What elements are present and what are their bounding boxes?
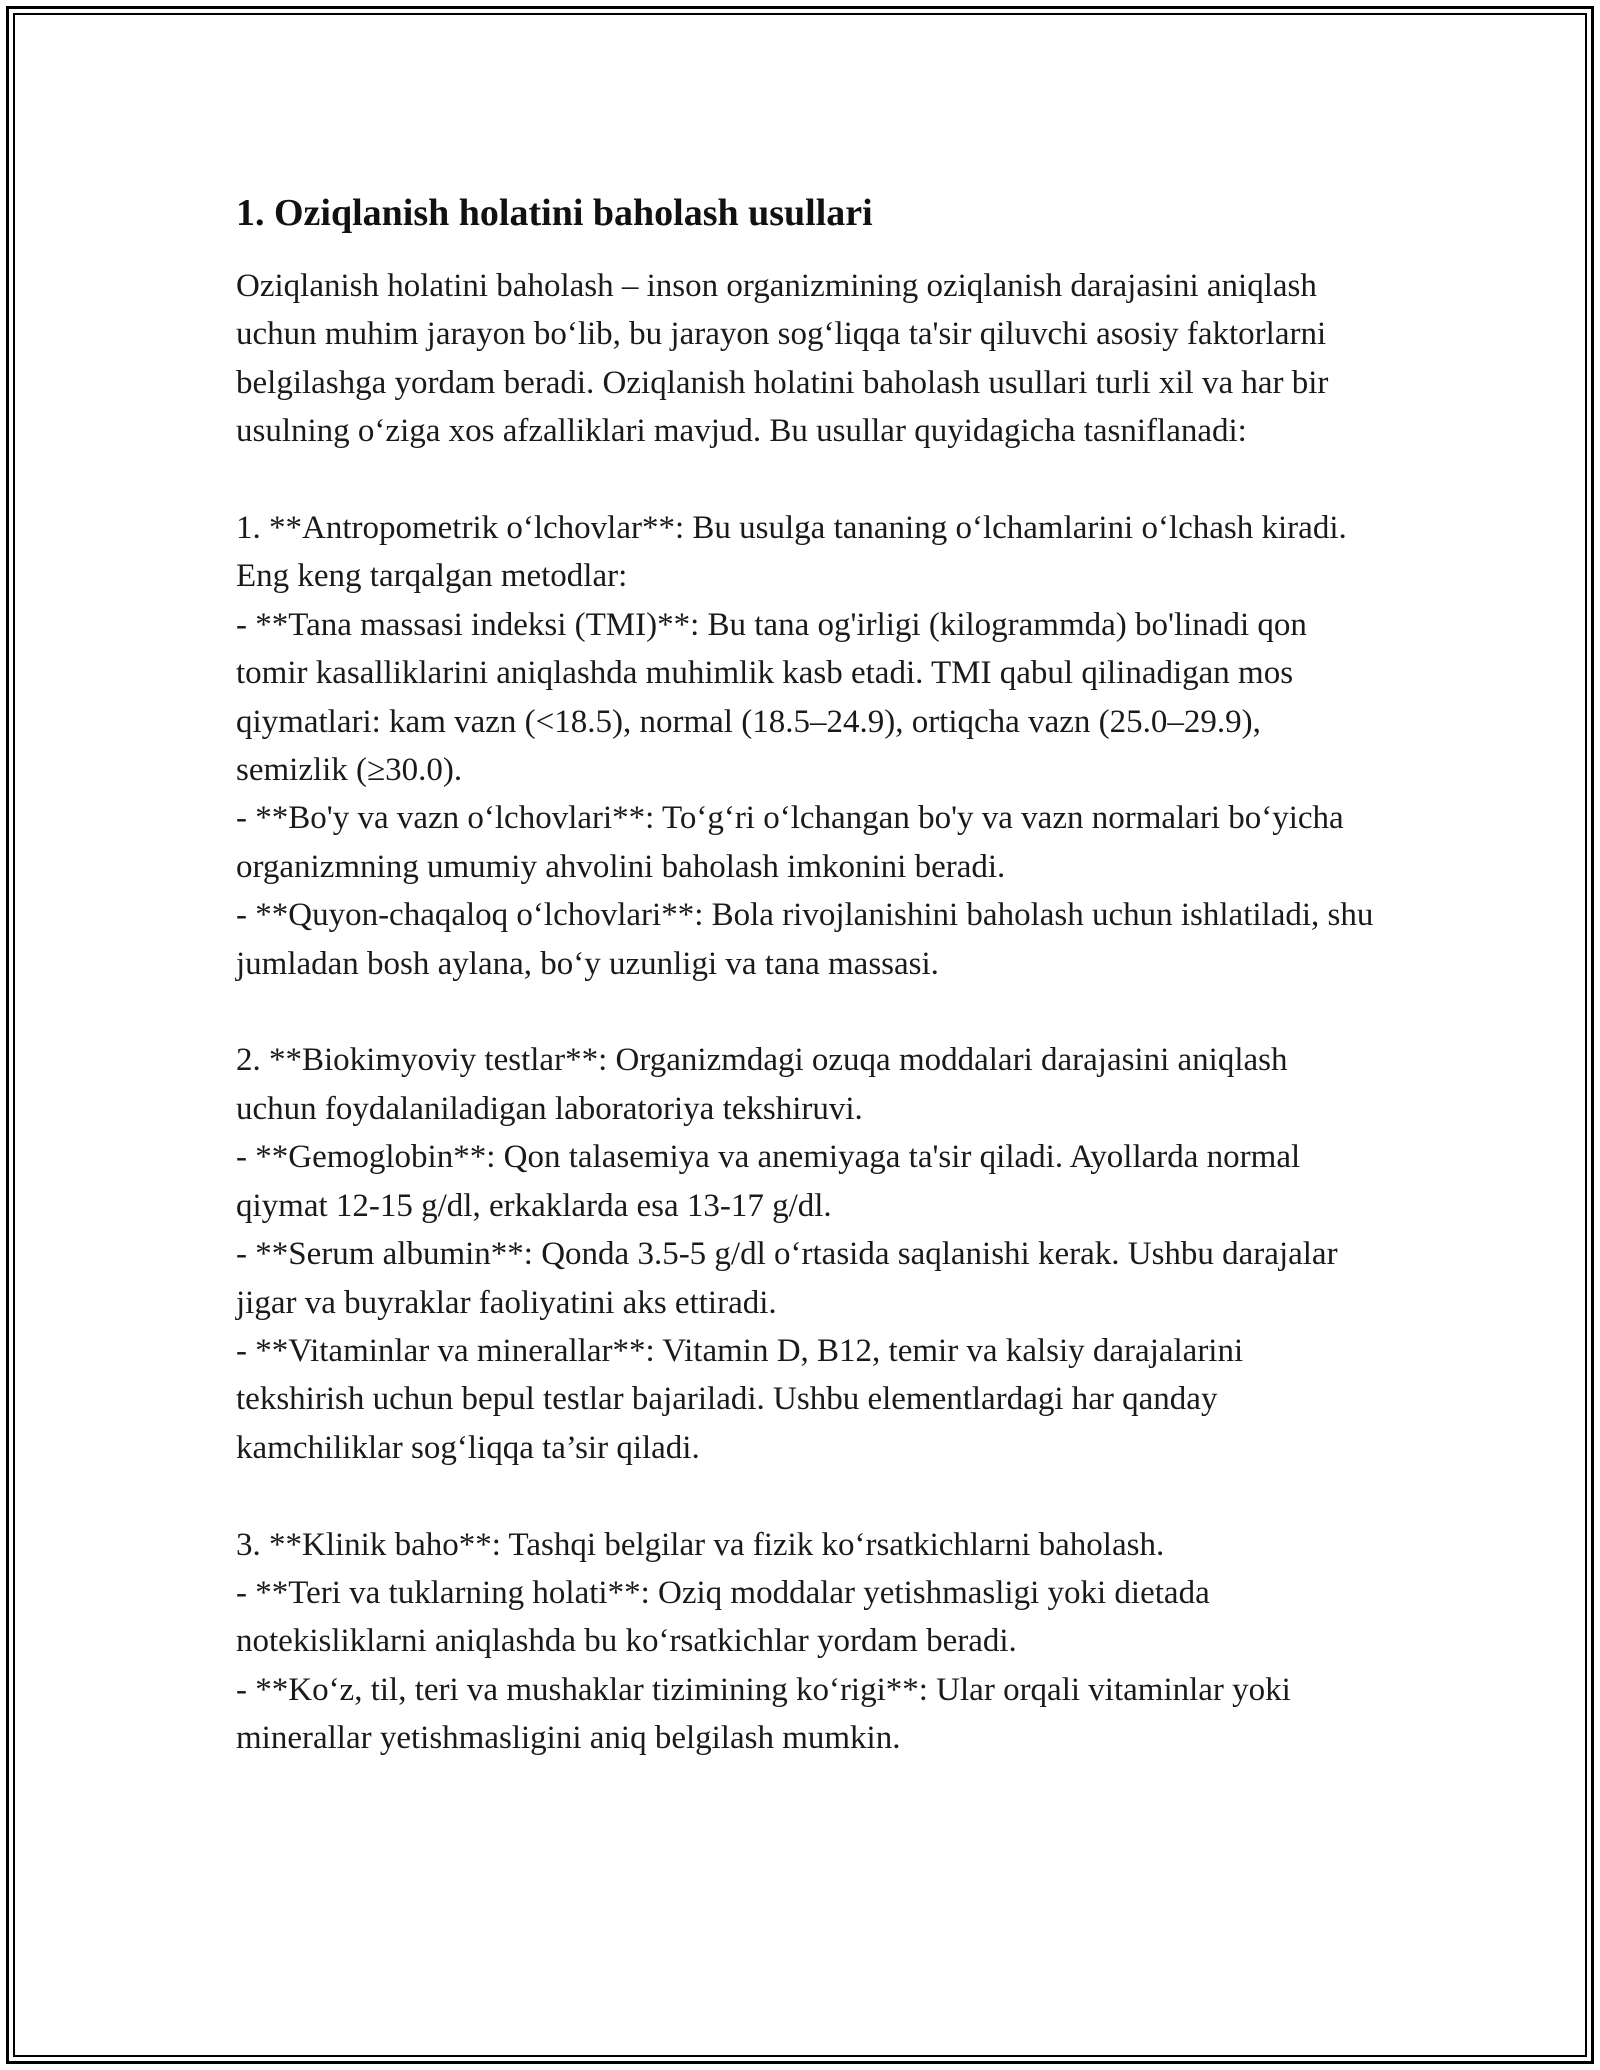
paragraph-spacer [236,456,1376,504]
section-clinical: 3. **Klinik baho**: Tashqi belgilar va fizik ko‘rsatkichlarni baholash. - **Teri va tuklarning holati**: Oziq moddalar yetishmasligi yoki dietada notekisliklarni aniqlashda bu ko‘rsatkichlar yordam beradi. - **Ko‘z, til, teri va mushaklar tizimining ko‘rigi**: Ular orqali vitaminlar yoki minerallar yetishmasligini aniq belgilash mumkin. [236,1526,1291,1757]
document-title: 1. Oziqlanish holatini baholash usullari [236,192,873,234]
section-anthropometric: 1. **Antropometrik o‘lchovlar**: Bu usulga tananing o‘lchamlarini o‘lchash kiradi. Eng keng tarqalgan metodlar: - **Tana massasi indeksi (TMI)**: Bu tana og'irligi (kilogrammda) bo'linadi qon tomir kasalliklarini aniqlashda muhimlik kasb etadi. TMI qabul qilinadigan mos qiymatlari: kam vazn (<18.5), normal (18.5–24.9), ortiqcha vazn (25.0–29.9), semizlik (≥30.0). - **Bo'y va vazn o‘lchovlari**: To‘g‘ri o‘lchangan bo'y va vazn normalari bo‘yicha organizmning umumiy ahvolini baholash imkonini beradi. - **Quyon-chaqaloq o‘lchovlari**: Bola rivojlanishini baholash uchun ishlatiladi, shu jumladan bosh aylana, bo‘y uzunligi va tana massasi. [236,510,1374,982]
intro-paragraph: Oziqlanish holatini baholash – inson organizmining oziqlanish darajasini aniqlash uchun muhim jarayon bo‘lib, bu jarayon sog‘liqqa ta'sir qiluvchi asosiy faktorlarni belgilashga yordam beradi. Oziqlanish holatini baholash usullari turli xil va har bir usulning o‘ziga xos afzalliklari mavjud. Bu usullar quyidagicha tasniflanadi: [236,268,1329,450]
section-biochemical: 2. **Biokimyoviy testlar**: Organizmdagi ozuqa moddalari darajasini aniqlash uchun foydalaniladigan laboratoriya tekshiruvi. - **Gemoglobin**: Qon talasemiya va anemiyaga ta'sir qiladi. Ayollarda normal qiymat 12-15 g/dl, erkaklarda esa 13-17 g/dl. - **Serum albumin**: Qonda 3.5-5 g/dl o‘rtasida saqlanishi kerak. Ushbu darajalar jigar va buyraklar faoliyatini aks ettiradi. - **Vitaminlar va minerallar**: Vitamin D, B12, temir va kalsiy darajalarini tekshirish uchun bepul testlar bajariladi. Ushbu elementlardagi har qanday kamchiliklar sog‘liqqa ta’sir qiladi. [236,1042,1338,1466]
paragraph-spacer [236,988,1376,1036]
paragraph-spacer [236,1472,1376,1520]
document-body [236,186,1376,1763]
